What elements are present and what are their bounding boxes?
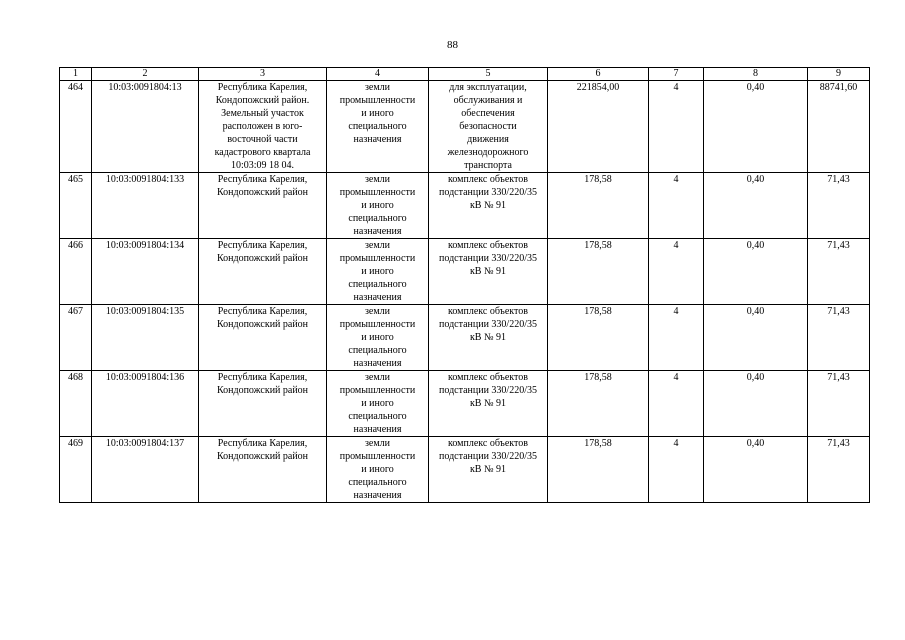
location-cell bbox=[199, 173, 327, 239]
permitted-use-cell bbox=[429, 437, 548, 503]
location-cell-line: Кондопожский район bbox=[216, 187, 309, 198]
permitted-use-cell-line: движения bbox=[467, 134, 509, 145]
amount-cell: 71,43 bbox=[808, 371, 870, 437]
land-category-cell-line: земли bbox=[364, 82, 391, 93]
land-category-cell-line: промышленности bbox=[339, 385, 416, 396]
location-cell-line: кадастрового квартала bbox=[214, 147, 311, 158]
land-category-cell bbox=[327, 173, 429, 239]
column-7-cell: 4 bbox=[649, 173, 704, 239]
location-cell-line: Кондопожский район bbox=[216, 451, 309, 462]
location-cell bbox=[199, 371, 327, 437]
rate-cell: 0,40 bbox=[704, 371, 808, 437]
cadastral-value-cell: 178,58 bbox=[548, 437, 649, 503]
land-category-cell bbox=[327, 371, 429, 437]
permitted-use-cell bbox=[429, 81, 548, 173]
land-category-cell-line: промышленности bbox=[339, 187, 416, 198]
cadastral-value-cell: 178,58 bbox=[548, 305, 649, 371]
table-header bbox=[60, 68, 870, 81]
row-number-cell: 467 bbox=[60, 305, 92, 371]
location-cell-line: расположен в юго- bbox=[222, 121, 303, 132]
amount-cell: 71,43 bbox=[808, 305, 870, 371]
permitted-use-cell-line: кВ № 91 bbox=[469, 398, 507, 409]
location-cell-line: Республика Карелия, bbox=[217, 438, 308, 449]
location-cell-line: Республика Карелия, bbox=[217, 174, 308, 185]
land-category-cell-line: земли bbox=[364, 372, 391, 383]
cadastral-number-cell: 10:03:0091804:135 bbox=[92, 305, 199, 371]
land-category-cell-line: и иного bbox=[361, 266, 394, 277]
cadastral-number-cell: 10:03:0091804:134 bbox=[92, 239, 199, 305]
location-cell-line: Кондопожский район. bbox=[215, 95, 310, 106]
rate-cell: 0,40 bbox=[704, 173, 808, 239]
amount-cell: 71,43 bbox=[808, 173, 870, 239]
land-category-cell-line: специального bbox=[348, 121, 407, 132]
column-header-6: 6 bbox=[548, 68, 649, 81]
location-cell-line: Республика Карелия, bbox=[217, 372, 308, 383]
row-number-cell: 465 bbox=[60, 173, 92, 239]
column-header-3: 3 bbox=[199, 68, 327, 81]
location-cell-line: Кондопожский район bbox=[216, 319, 309, 330]
land-category-cell-line: и иного bbox=[361, 108, 394, 119]
permitted-use-cell-line: подстанции 330/220/35 bbox=[439, 187, 537, 198]
column-7-cell: 4 bbox=[649, 371, 704, 437]
column-header-9: 9 bbox=[808, 68, 870, 81]
permitted-use-cell bbox=[429, 371, 548, 437]
land-category-cell bbox=[327, 81, 429, 173]
land-category-cell-line: назначения bbox=[353, 424, 402, 435]
location-cell-line: восточной части bbox=[227, 134, 298, 145]
land-category-cell-line: и иного bbox=[361, 464, 394, 475]
land-category-cell-line: промышленности bbox=[339, 451, 416, 462]
row-number-cell: 469 bbox=[60, 437, 92, 503]
column-header-1: 1 bbox=[60, 68, 92, 81]
permitted-use-cell-line: комплекс объектов bbox=[448, 306, 528, 317]
permitted-use-cell bbox=[429, 173, 548, 239]
cadastral-number-cell: 10:03:0091804:13 bbox=[92, 81, 199, 173]
land-category-cell-line: специального bbox=[348, 477, 407, 488]
permitted-use-cell-line: кВ № 91 bbox=[469, 332, 507, 343]
land-category-cell-line: земли bbox=[364, 174, 391, 185]
land-category-cell-line: назначения bbox=[353, 226, 402, 237]
land-registry-table bbox=[59, 67, 870, 503]
table-row bbox=[60, 305, 870, 371]
location-cell-line: Кондопожский район bbox=[216, 253, 309, 264]
location-cell bbox=[199, 305, 327, 371]
column-header-5: 5 bbox=[429, 68, 548, 81]
cadastral-number-cell: 10:03:0091804:133 bbox=[92, 173, 199, 239]
permitted-use-cell bbox=[429, 305, 548, 371]
table-row bbox=[60, 437, 870, 503]
header-row bbox=[60, 68, 870, 81]
permitted-use-cell-line: подстанции 330/220/35 bbox=[439, 319, 537, 330]
land-category-cell-line: земли bbox=[364, 438, 391, 449]
permitted-use-cell-line: обеспечения bbox=[461, 108, 515, 119]
location-cell bbox=[199, 437, 327, 503]
table-body bbox=[60, 81, 870, 503]
amount-cell: 71,43 bbox=[808, 239, 870, 305]
location-cell bbox=[199, 239, 327, 305]
permitted-use-cell-line: комплекс объектов bbox=[448, 372, 528, 383]
row-number-cell: 466 bbox=[60, 239, 92, 305]
location-cell-line: Кондопожский район bbox=[216, 385, 309, 396]
row-number-cell: 468 bbox=[60, 371, 92, 437]
rate-cell: 0,40 bbox=[704, 305, 808, 371]
land-category-cell-line: земли bbox=[364, 240, 391, 251]
permitted-use-cell-line: обслуживания и bbox=[453, 95, 523, 106]
land-category-cell bbox=[327, 437, 429, 503]
location-cell-line: Республика Карелия, bbox=[217, 82, 308, 93]
permitted-use-cell bbox=[429, 239, 548, 305]
land-category-cell-line: специального bbox=[348, 213, 407, 224]
rate-cell: 0,40 bbox=[704, 239, 808, 305]
table-row bbox=[60, 173, 870, 239]
permitted-use-cell-line: комплекс объектов bbox=[448, 174, 528, 185]
location-cell-line: Земельный участок bbox=[221, 108, 304, 119]
permitted-use-cell-line: кВ № 91 bbox=[469, 464, 507, 475]
table-row bbox=[60, 371, 870, 437]
column-7-cell: 4 bbox=[649, 437, 704, 503]
permitted-use-cell-line: кВ № 91 bbox=[469, 266, 507, 277]
cadastral-number-cell: 10:03:0091804:136 bbox=[92, 371, 199, 437]
land-category-cell-line: промышленности bbox=[339, 253, 416, 264]
column-7-cell: 4 bbox=[649, 239, 704, 305]
cadastral-value-cell: 221854,00 bbox=[548, 81, 649, 173]
land-category-cell-line: и иного bbox=[361, 200, 394, 211]
land-category-cell-line: специального bbox=[348, 279, 407, 290]
permitted-use-cell-line: железнодорожного bbox=[447, 147, 529, 158]
land-category-cell-line: промышленности bbox=[339, 95, 416, 106]
amount-cell: 71,43 bbox=[808, 437, 870, 503]
row-number-cell: 464 bbox=[60, 81, 92, 173]
land-category-cell-line: назначения bbox=[353, 292, 402, 303]
permitted-use-cell-line: комплекс объектов bbox=[448, 240, 528, 251]
permitted-use-cell-line: подстанции 330/220/35 bbox=[439, 253, 537, 264]
column-header-8: 8 bbox=[704, 68, 808, 81]
permitted-use-cell-line: подстанции 330/220/35 bbox=[439, 451, 537, 462]
land-category-cell bbox=[327, 239, 429, 305]
column-header-2: 2 bbox=[92, 68, 199, 81]
cadastral-value-cell: 178,58 bbox=[548, 239, 649, 305]
permitted-use-cell-line: подстанции 330/220/35 bbox=[439, 385, 537, 396]
permitted-use-cell-line: комплекс объектов bbox=[448, 438, 528, 449]
page-number: 88 bbox=[447, 39, 458, 51]
permitted-use-cell-line: кВ № 91 bbox=[469, 200, 507, 211]
column-header-7: 7 bbox=[649, 68, 704, 81]
permitted-use-cell-line: безопасности bbox=[459, 121, 517, 132]
land-category-cell-line: специального bbox=[348, 411, 407, 422]
column-7-cell: 4 bbox=[649, 305, 704, 371]
land-category-cell-line: промышленности bbox=[339, 319, 416, 330]
permitted-use-cell-line: транспорта bbox=[464, 160, 512, 171]
land-category-cell-line: назначения bbox=[353, 134, 402, 145]
land-category-cell-line: и иного bbox=[361, 398, 394, 409]
rate-cell: 0,40 bbox=[704, 81, 808, 173]
land-category-cell-line: назначения bbox=[353, 358, 402, 369]
column-7-cell: 4 bbox=[649, 81, 704, 173]
cadastral-number-cell: 10:03:0091804:137 bbox=[92, 437, 199, 503]
permitted-use-cell-line: для эксплуатации, bbox=[449, 82, 527, 93]
land-category-cell-line: специального bbox=[348, 345, 407, 356]
location-cell bbox=[199, 81, 327, 173]
location-cell-line: 10:03:09 18 04. bbox=[230, 160, 295, 171]
land-category-cell-line: назначения bbox=[353, 490, 402, 501]
rate-cell: 0,40 bbox=[704, 437, 808, 503]
cadastral-value-cell: 178,58 bbox=[548, 371, 649, 437]
land-category-cell-line: и иного bbox=[361, 332, 394, 343]
location-cell-line: Республика Карелия, bbox=[217, 240, 308, 251]
land-category-cell bbox=[327, 305, 429, 371]
cadastral-value-cell: 178,58 bbox=[548, 173, 649, 239]
column-header-4: 4 bbox=[327, 68, 429, 81]
location-cell-line: Республика Карелия, bbox=[217, 306, 308, 317]
amount-cell: 88741,60 bbox=[808, 81, 870, 173]
table-row bbox=[60, 81, 870, 173]
land-category-cell-line: земли bbox=[364, 306, 391, 317]
table-row bbox=[60, 239, 870, 305]
